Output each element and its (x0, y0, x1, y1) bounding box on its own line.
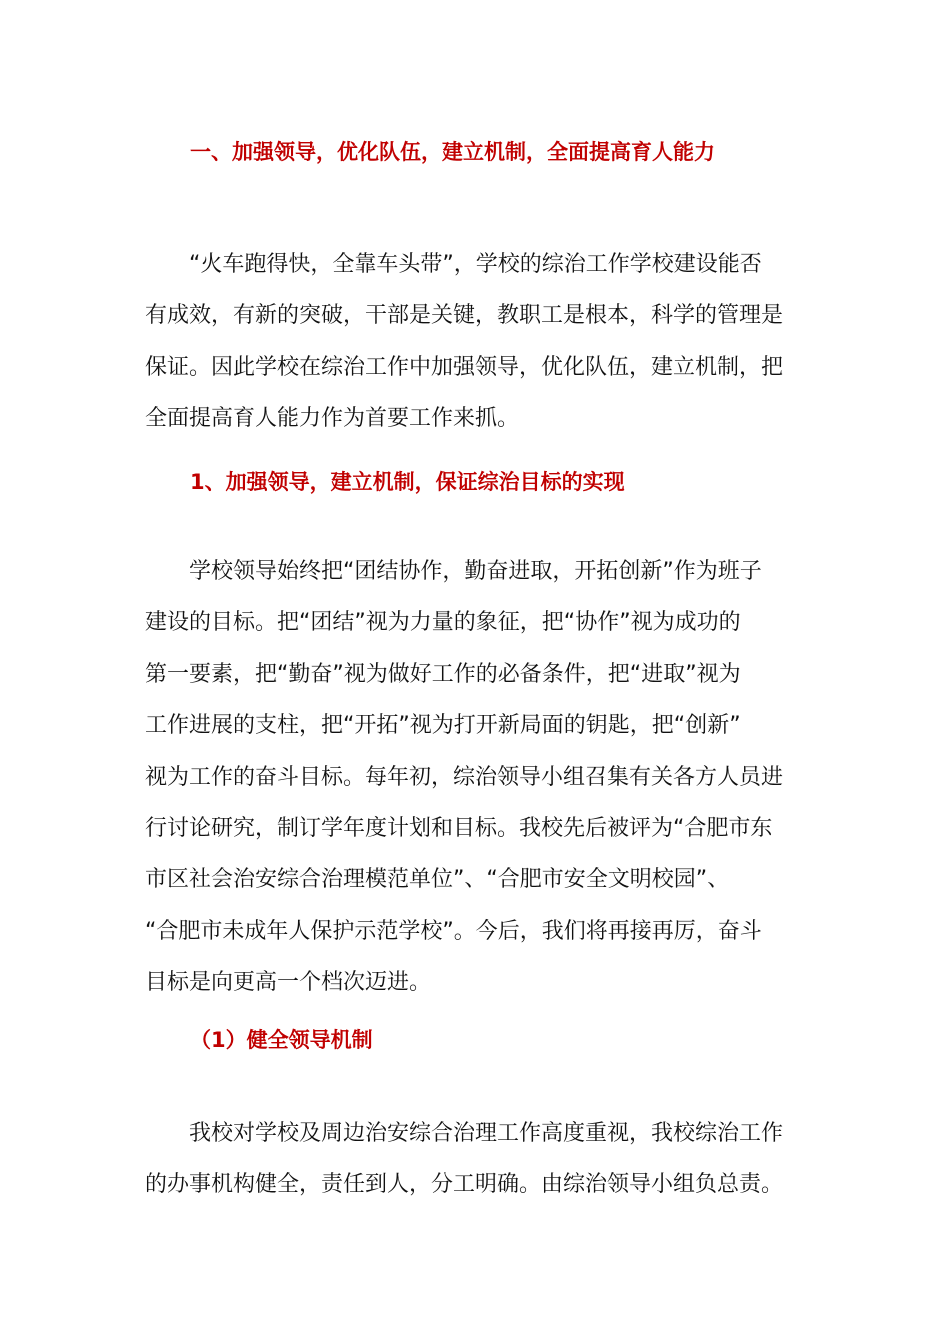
paragraph-1 (145, 239, 805, 445)
section-heading-2: 1、加强领导，建立机制，保证综治目标的实现 (190, 470, 625, 494)
paragraph-line: 有成效，有新的突破，干部是关键，教职工是根本，科学的管理是 (145, 303, 784, 329)
section-heading-1: 一、加强领导，优化队伍，建立机制，全面提高育人能力 (190, 140, 715, 164)
paragraph-line: 建设的目标。把“团结”视为力量的象征，把“协作”视为成功的 (145, 610, 741, 636)
paragraph-line: 行讨论研究，制订学年度计划和目标。我校先后被评为“合肥市东 (145, 815, 773, 841)
paragraph-line: 市区社会治安综合治理模范单位”、“合肥市安全文明校园”、 (145, 867, 730, 893)
paragraph-line: “合肥市未成年人保护示范学校”。今后，我们将再接再厉，奋斗 (145, 918, 762, 944)
paragraph-line: 全面提高育人能力作为首要工作来抓。 (145, 406, 520, 432)
paragraph-line: 第一要素，把“勤奋”视为做好工作的必备条件，把“进取”视为 (145, 661, 741, 687)
paragraph-line: 学校领导始终把“团结协作，勤奋进取，开拓创新”作为班子 (189, 559, 762, 584)
paragraph-2 (145, 546, 805, 1009)
paragraph-line: 视为工作的奋斗目标。每年初，综治领导小组召集有关各方人员进 (145, 764, 784, 790)
paragraph-line: 工作进展的支柱，把“开拓”视为打开新局面的钥匙，把“创新” (145, 713, 741, 739)
paragraph-line: 保证。因此学校在综治工作中加强领导，优化队伍，建立机制，把 (145, 354, 784, 380)
paragraph-line: 我校对学校及周边治安综合治理工作高度重视，我校综治工作 (189, 1121, 784, 1146)
paragraph-line: “火车跑得快，全靠车头带”，学校的综治工作学校建设能否 (189, 252, 762, 277)
paragraph-line: 的办事机构健全，责任到人，分工明确。由综治领导小组负总责。 (145, 1172, 784, 1198)
paragraph-3 (145, 1108, 805, 1211)
paragraph-line: 目标是向更高一个档次迈进。 (145, 970, 432, 996)
section-heading-3: （1）健全领导机制 (190, 1028, 373, 1052)
